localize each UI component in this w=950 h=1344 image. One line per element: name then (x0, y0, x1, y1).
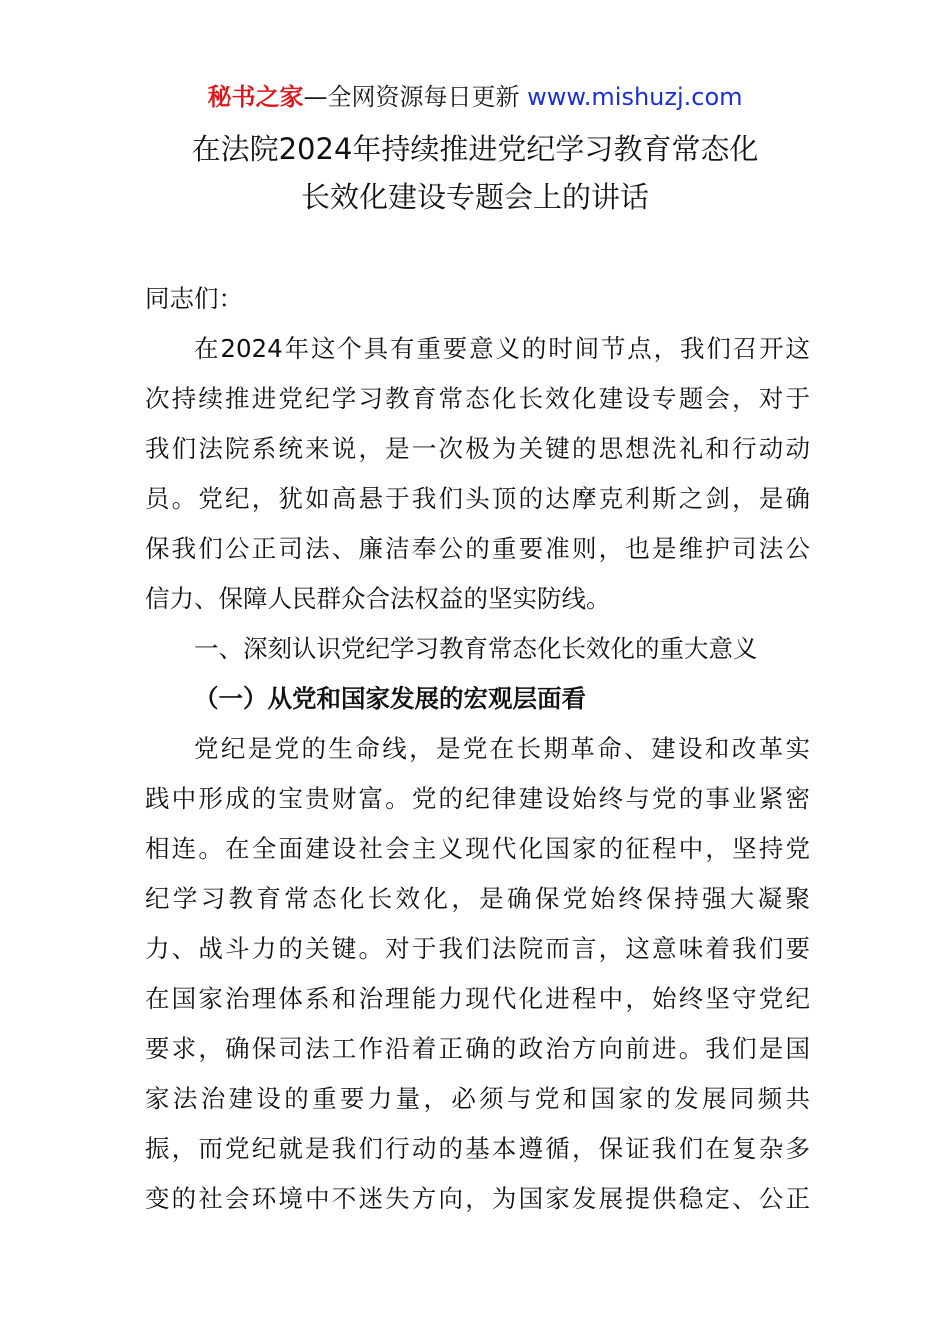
section-heading: 一、深刻认识党纪学习教育常态化长效化的重大意义 (194, 634, 758, 663)
paragraph-2-line: 纪学习教育常态化长效化，是确保党始终保持强大凝聚 (145, 884, 810, 913)
paragraph-1-line: 信力、保障人民群众合法权益的坚实防线。 (145, 584, 611, 613)
header-tagline: —全网资源每日更新 (303, 83, 520, 111)
salutation: 同志们： (145, 284, 243, 313)
subsection-heading: （一）从党和国家发展的宏观层面看 (194, 684, 586, 713)
paragraph-1-line: 在2024年这个具有重要意义的时间节点，我们召开这 (194, 334, 810, 363)
paragraph-1-line: 保我们公正司法、廉洁奉公的重要准则，也是维护司法公 (145, 534, 810, 563)
paragraph-2-line: 践中形成的宝贵财富。党的纪律建设始终与党的事业紧密 (145, 784, 810, 813)
paragraph-2-line: 变的社会环境中不迷失方向，为国家发展提供稳定、公正 (145, 1184, 810, 1213)
paragraph-1-line: 次持续推进党纪学习教育常态化长效化建设专题会，对于 (145, 384, 810, 413)
paragraph-2-line: 家法治建设的重要力量，必须与党和国家的发展同频共 (145, 1084, 810, 1113)
document-body (145, 274, 810, 1224)
paragraph-1-line: 员。党纪，犹如高悬于我们头顶的达摩克利斯之剑，是确 (145, 484, 810, 513)
paragraph-2-line: 力、战斗力的关键。对于我们法院而言，这意味着我们要 (145, 934, 810, 963)
paragraph-2-line: 在国家治理体系和治理能力现代化进程中，始终坚守党纪 (145, 984, 810, 1013)
paragraph-2-line: 振，而党纪就是我们行动的基本遵循，保证我们在复杂多 (145, 1134, 810, 1163)
brand-name: 秘书之家 (207, 83, 304, 111)
paragraph-2-line: 要求，确保司法工作沿着正确的政治方向前进。我们是国 (145, 1034, 810, 1063)
paragraph-1-line: 我们法院系统来说，是一次极为关键的思想洗礼和行动动 (145, 434, 810, 463)
site-header (0, 80, 950, 114)
document-title-line-1: 在法院2024年持续推进党纪学习教育常态化 (191, 132, 759, 166)
site-url-link[interactable]: www.mishuzj.com (527, 83, 743, 111)
document-title-line-2: 长效化建设专题会上的讲话 (300, 180, 649, 214)
paragraph-2-line: 党纪是党的生命线，是党在长期革命、建设和改革实 (194, 734, 810, 763)
paragraph-2-line: 相连。在全面建设社会主义现代化国家的征程中，坚持党 (145, 834, 810, 863)
